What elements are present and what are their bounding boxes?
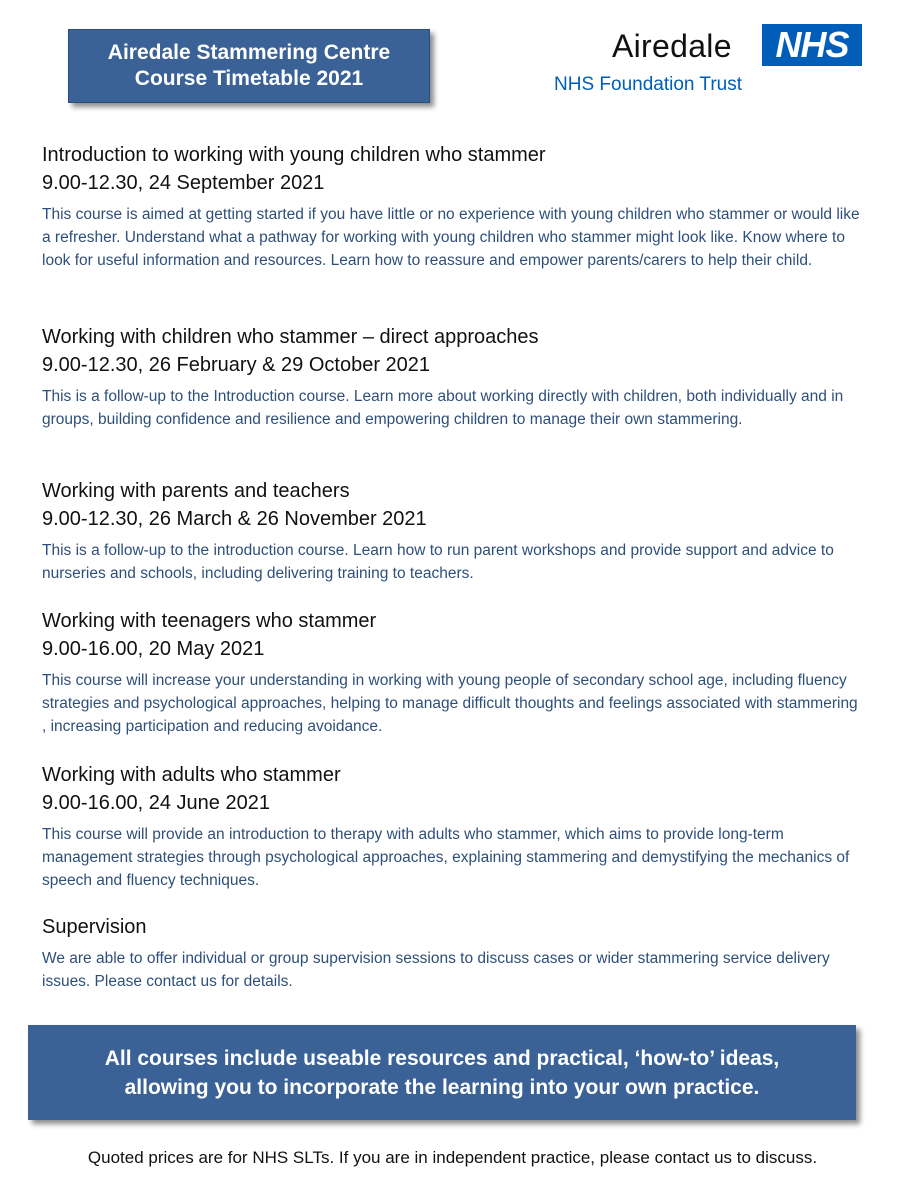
course-title: Introduction to working with young children who stammer — [42, 144, 546, 166]
course-title: Working with children who stammer – direct approaches — [42, 326, 539, 348]
course-supervision — [42, 913, 862, 993]
logo-trust-subtitle: NHS Foundation Trust — [554, 74, 742, 95]
banner-line-1: All courses include useable resources and practical, ‘how-to’ ideas, — [104, 1046, 780, 1070]
title-line-1: Airedale Stammering Centre — [107, 41, 391, 64]
course-description: This course is aimed at getting started if you have little or no experience with young children who stammer or would like a refresher. Understand what a pathway for working with young children who stammer might look like. Know where to look for useful information and resources. Learn how to reassure and empower parents/carers to help their child. — [42, 206, 860, 269]
course-direct-approaches — [42, 323, 862, 431]
course-parents-teachers — [42, 477, 862, 585]
course-intro-young-children — [42, 141, 862, 272]
nhs-trust-logo — [554, 22, 866, 102]
timetable-title-box — [68, 29, 430, 103]
course-teenagers — [42, 607, 862, 738]
course-date: 9.00-12.30, 26 March & 26 November 2021 — [42, 508, 427, 530]
course-description: This is a follow-up to the Introduction course. Learn more about working directly with children, both individually and in groups, building confidence and resilience and empowering children to manage their own stammering. — [42, 388, 844, 428]
course-date: 9.00-12.30, 26 February & 29 October 2021 — [42, 354, 431, 376]
course-date: 9.00-16.00, 20 May 2021 — [42, 638, 265, 660]
course-description: This course will increase your understanding in working with young people of secondary school age, including fluency strategies and psychological approaches, helping to manage difficult thoughts and feelings associated with stammering , increasing participation and reducing avoidance. — [42, 672, 858, 735]
course-description: This course will provide an introduction to therapy with adults who stammer, which aims to provide long-term management strategies through psychological approaches, explaining stammering and demystifying the mechanics of speech and fluency techniques. — [42, 826, 850, 889]
course-description: This is a follow-up to the introduction course. Learn how to run parent workshops and provide support and advice to nurseries and schools, including delivering training to teachers. — [42, 542, 834, 582]
course-date: 9.00-12.30, 24 September 2021 — [42, 172, 325, 194]
course-date: 9.00-16.00, 24 June 2021 — [42, 792, 270, 814]
banner-line-2: allowing you to incorporate the learning into your own practice. — [124, 1075, 760, 1099]
course-title: Working with parents and teachers — [42, 480, 350, 502]
course-description: We are able to offer individual or group supervision sessions to discuss cases or wider stammering service delivery issues. Please contact us for details. — [42, 950, 830, 990]
title-line-2: Course Timetable 2021 — [134, 67, 364, 90]
course-title: Working with adults who stammer — [42, 764, 341, 786]
pricing-note: Quoted prices are for NHS SLTs. If you are in independent practice, please contact us to discuss. — [87, 1148, 818, 1167]
course-title: Supervision — [42, 916, 147, 938]
course-adults — [42, 761, 862, 892]
nhs-badge-icon: NHS — [762, 24, 862, 66]
course-title: Working with teenagers who stammer — [42, 610, 377, 632]
resources-banner — [28, 1025, 856, 1120]
logo-trust-name: Airedale — [612, 28, 732, 64]
